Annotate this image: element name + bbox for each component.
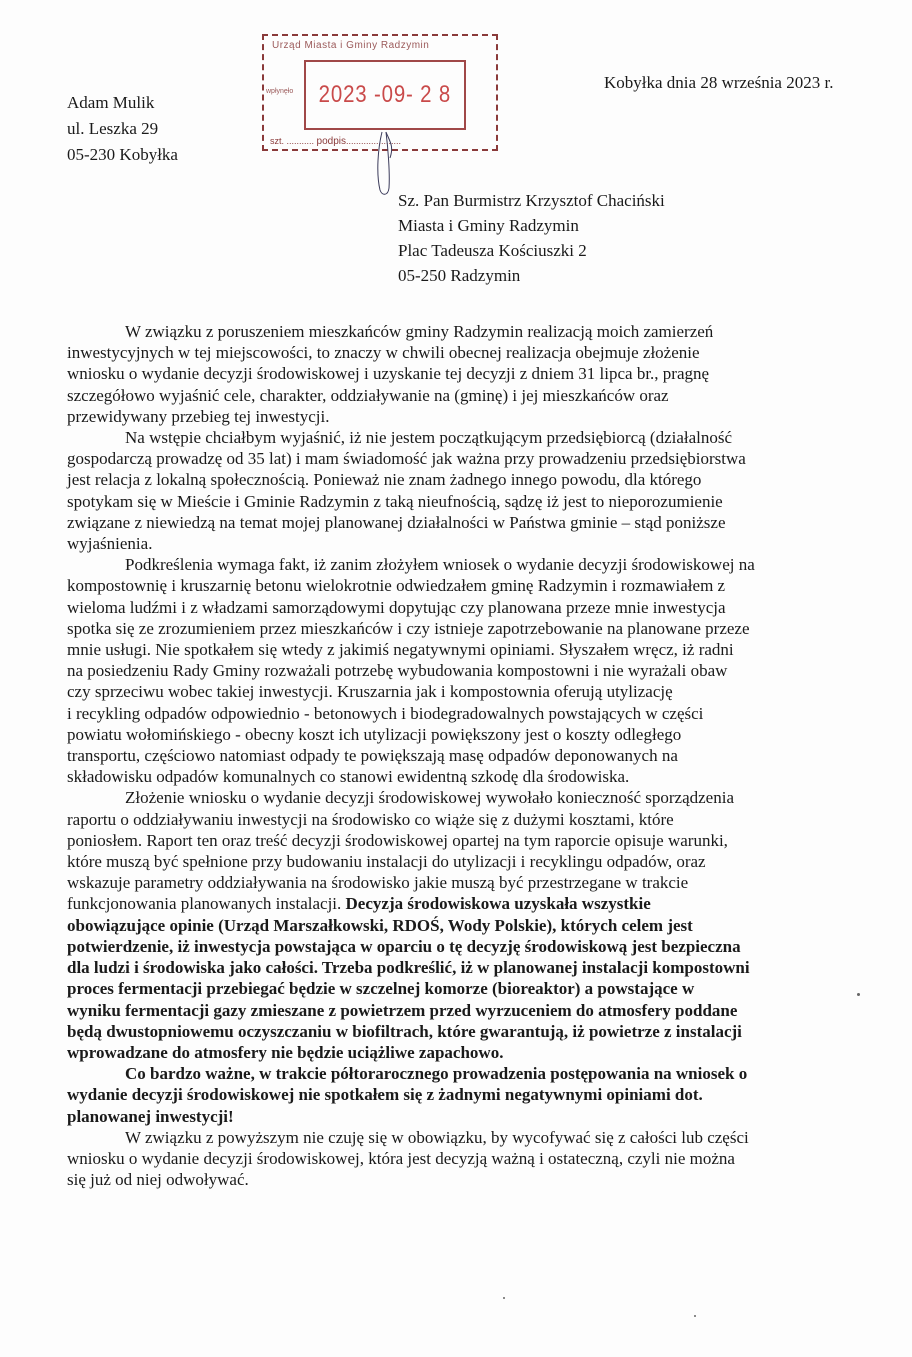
body-line <box>67 512 887 533</box>
body-line <box>67 872 887 893</box>
text-segment: wskazuje parametry oddziaływania na środowisko jakie muszą być przestrzegane w trakcie <box>67 873 689 893</box>
stamp-date: 2023 -09- 2 8 <box>318 81 452 108</box>
letter-body <box>67 321 887 1190</box>
body-line <box>67 724 887 745</box>
text-segment: powiatu wołomińskiego - obecny koszt ich utylizacji powiększony jest o koszty odległego <box>67 724 682 744</box>
text-segment: na posiedzeniu Rady Gminy rozważali potrzebę wybudowania kompostowni i nie wyrażali obaw <box>67 661 728 681</box>
body-line <box>67 809 887 830</box>
body-line <box>67 1021 887 1042</box>
recipient-line: Miasta i Gminy Radzymin <box>398 216 579 235</box>
bold-text-segment: będą dwustopniowemu oczyszczaniu w biofiltrach, które gwarantują, iż powietrze z instalacji <box>67 1021 742 1041</box>
recipient-line: Sz. Pan Burmistrz Krzysztof Chaciński <box>398 191 665 210</box>
text-segment: jest relacja z lokalną społecznością. Ponieważ nie znam żadnego innego powodu, dla którego <box>67 470 702 490</box>
bold-text-segment: potwierdzenie, iż inwestycja powstająca w oparciu o tę decyzję środowiskową jest bezpieczna <box>67 936 741 956</box>
text-segment: które muszą być spełnione przy budowaniu instalacji do utylizacji i recyklingu odpadów, oraz <box>67 852 706 872</box>
body-line <box>67 575 887 596</box>
text-segment: wniosku o wydanie decyzji środowiskowej i uzyskanie tej decyzji z dniem 31 lipca br., pragnę <box>67 364 710 384</box>
text-segment: mnie usługi. Nie spotkałem się wtedy z jakimiś negatywnymi opiniami. Słyszałem wręcz, iż radni <box>67 640 734 660</box>
recipient-line: 05-250 Radzymin <box>398 266 521 285</box>
stamp-sign-label: podpis <box>316 136 346 147</box>
text-segment: czy sprzeciwu wobec takiej inwestycji. Kruszarnia jak i kompostownia oferują utylizację <box>67 682 673 702</box>
body-line <box>67 851 887 872</box>
text-segment: W związku z powyższym nie czuję się w obowiązku, by wycofywać się z całości lub części <box>125 1127 749 1147</box>
scan-speck <box>694 1315 696 1317</box>
body-line <box>67 618 887 639</box>
body-line <box>67 639 887 660</box>
bold-text-segment: wprowadzane do atmosfery nie będzie uciążliwe zapachowo. <box>67 1042 504 1062</box>
body-line <box>67 660 887 681</box>
sender-name: Adam Mulik <box>67 93 155 112</box>
sender-address <box>67 90 178 168</box>
text-segment: wniosku o wydanie decyzji środowiskowej, która jest decyzją ważną i ostateczną, czyli nie można <box>67 1148 735 1168</box>
text-segment: wieloma ludźmi i z władzami samorządowymi dopytując czy planowana przeze mnie inwestycja <box>67 597 726 617</box>
body-line <box>67 533 887 554</box>
body-line <box>67 469 887 490</box>
body-line <box>67 1148 887 1169</box>
recipient-address <box>398 188 665 288</box>
body-line <box>67 406 887 427</box>
body-line <box>67 385 887 406</box>
text-segment: Złożenie wniosku o wydanie decyzji środowiskowej wywołało konieczność sporządzenia <box>125 788 734 808</box>
text-segment: spotka się ze zrozumieniem przez mieszkańców i czy istnieje zapotrzebowanie na planowane przeze <box>67 618 750 638</box>
sender-city: 05-230 Kobyłka <box>67 145 178 164</box>
body-line <box>67 1000 887 1021</box>
bold-text-segment: wyniku fermentacji gazy zmieszane z powietrzem przed wyrzuceniem do atmosfery poddane <box>67 1000 738 1020</box>
bold-text-segment: dla ludzi i środowiska jako całości. Trzeba podkreślić, iż w planowanej instalacji kompostowni <box>67 958 750 978</box>
body-line <box>67 597 887 618</box>
sender-street: ul. Leszka 29 <box>67 119 159 138</box>
body-line <box>67 1042 887 1063</box>
bold-text-segment: proces fermentacji przebiegać będzie w szczelnej komorze (bioreaktor) a powstające w <box>67 979 695 999</box>
body-line <box>67 342 887 363</box>
body-line <box>67 936 887 957</box>
body-line <box>67 321 887 342</box>
bold-text-segment: obowiązujące opinie (Urząd Marszałkowski, RDOŚ, Wody Polskie), których celem jest <box>67 915 693 935</box>
body-line <box>67 915 887 936</box>
body-line <box>67 787 887 808</box>
text-segment: gospodarczą prowadzę od 35 lat) i mam świadomość jak ważna przy prowadzeniu przedsiębiorstwa <box>67 449 746 469</box>
body-line <box>67 745 887 766</box>
text-segment: transportu, częściowo natomiast odpady te powiększają masę odpadów deponowanych na <box>67 746 678 766</box>
handwritten-signature-icon <box>370 128 400 198</box>
bold-text-segment: Decyzja środowiskowa uzyskała wszystkie <box>345 894 651 914</box>
body-line <box>67 554 887 575</box>
stamp-count-field: szt. ........... <box>270 136 315 146</box>
text-segment: związane z niewiedzą na temat mojej planowanej działalności w Państwa gminie – stąd poniższe <box>67 512 726 532</box>
text-segment: kompostownię i kruszarnię betonu wielokrotnie odwiedzałem gminę Radzymin i rozmawiałem z <box>67 576 726 596</box>
body-line <box>67 363 887 384</box>
scan-speck <box>857 993 860 996</box>
scan-speck <box>503 1297 505 1299</box>
text-segment: spotykam się w Mieście i Gminie Radzymin z taką nieufnością, sądzę iż jest to nieporozumienie <box>67 491 723 511</box>
text-segment: przewidywany przebieg tej inwestycji. <box>67 406 330 426</box>
body-line <box>67 978 887 999</box>
stamp-sign-dots: ...................... <box>346 136 402 146</box>
body-line <box>67 830 887 851</box>
body-line <box>67 1084 887 1105</box>
body-line <box>67 893 887 914</box>
bold-text-segment: planowanej inwestycji! <box>67 1106 234 1126</box>
stamp-office-name: Urząd Miasta i Gminy Radzymin <box>272 40 430 51</box>
text-segment: Na wstępie chciałbym wyjaśnić, iż nie jestem początkującym przedsiębiorcą (działalność <box>125 428 733 448</box>
place-and-date: Kobyłka dnia 28 września 2023 r. <box>604 73 834 92</box>
body-line <box>67 491 887 512</box>
bold-text-segment: Co bardzo ważne, w trakcie półtorarocznego prowadzenia postępowania na wniosek o <box>125 1064 748 1084</box>
bold-text-segment: wydanie decyzji środowiskowej nie spotkałem się z żadnymi negatywnymi opiniami dot. <box>67 1085 703 1105</box>
text-segment: Podkreślenia wymaga fakt, iż zanim złożyłem wniosek o wydanie decyzji środowiskowej na <box>125 555 755 575</box>
body-line <box>67 448 887 469</box>
text-segment: składowisku odpadów komunalnych co stanowi ewidentną szkodę dla środowiska. <box>67 767 630 787</box>
body-line <box>67 1169 887 1190</box>
recipient-line: Plac Tadeusza Kościuszki 2 <box>398 241 587 260</box>
stamp-received-label: wpłynęło <box>266 88 294 95</box>
text-segment: i recykling odpadów odpowiednio - betonowych i biodegradowalnych powstających w części <box>67 703 704 723</box>
text-segment: funkcjonowania planowanych instalacji. <box>67 894 346 914</box>
text-segment: wyjaśnienia. <box>67 534 153 554</box>
body-line <box>67 1127 887 1148</box>
body-line <box>67 957 887 978</box>
body-line <box>67 703 887 724</box>
text-segment: się już od niej odwoływać. <box>67 1170 249 1190</box>
text-segment: raportu o oddziaływaniu inwestycji na środowisko co wiąże się z dużymi kosztami, które <box>67 809 674 829</box>
text-segment: szczegółowo wyjaśnić cele, charakter, oddziaływanie na (gminę) i jej mieszkańców oraz <box>67 385 669 405</box>
text-segment: inwestycyjnych w tej miejscowości, to znaczy w chwili obecnej realizacja obejmuje złożenie <box>67 343 700 363</box>
body-line <box>67 427 887 448</box>
text-segment: W związku z poruszeniem mieszkańców gminy Radzymin realizacją moich zamierzeń <box>125 322 714 341</box>
text-segment: poniosłem. Raport ten oraz treść decyzji środowiskowej opartej na tym raporcie opisuje warunki, <box>67 830 728 850</box>
body-line <box>67 766 887 787</box>
body-line <box>67 681 887 702</box>
stamp-date-box <box>304 60 466 130</box>
body-line <box>67 1063 887 1084</box>
body-line <box>67 1106 887 1127</box>
